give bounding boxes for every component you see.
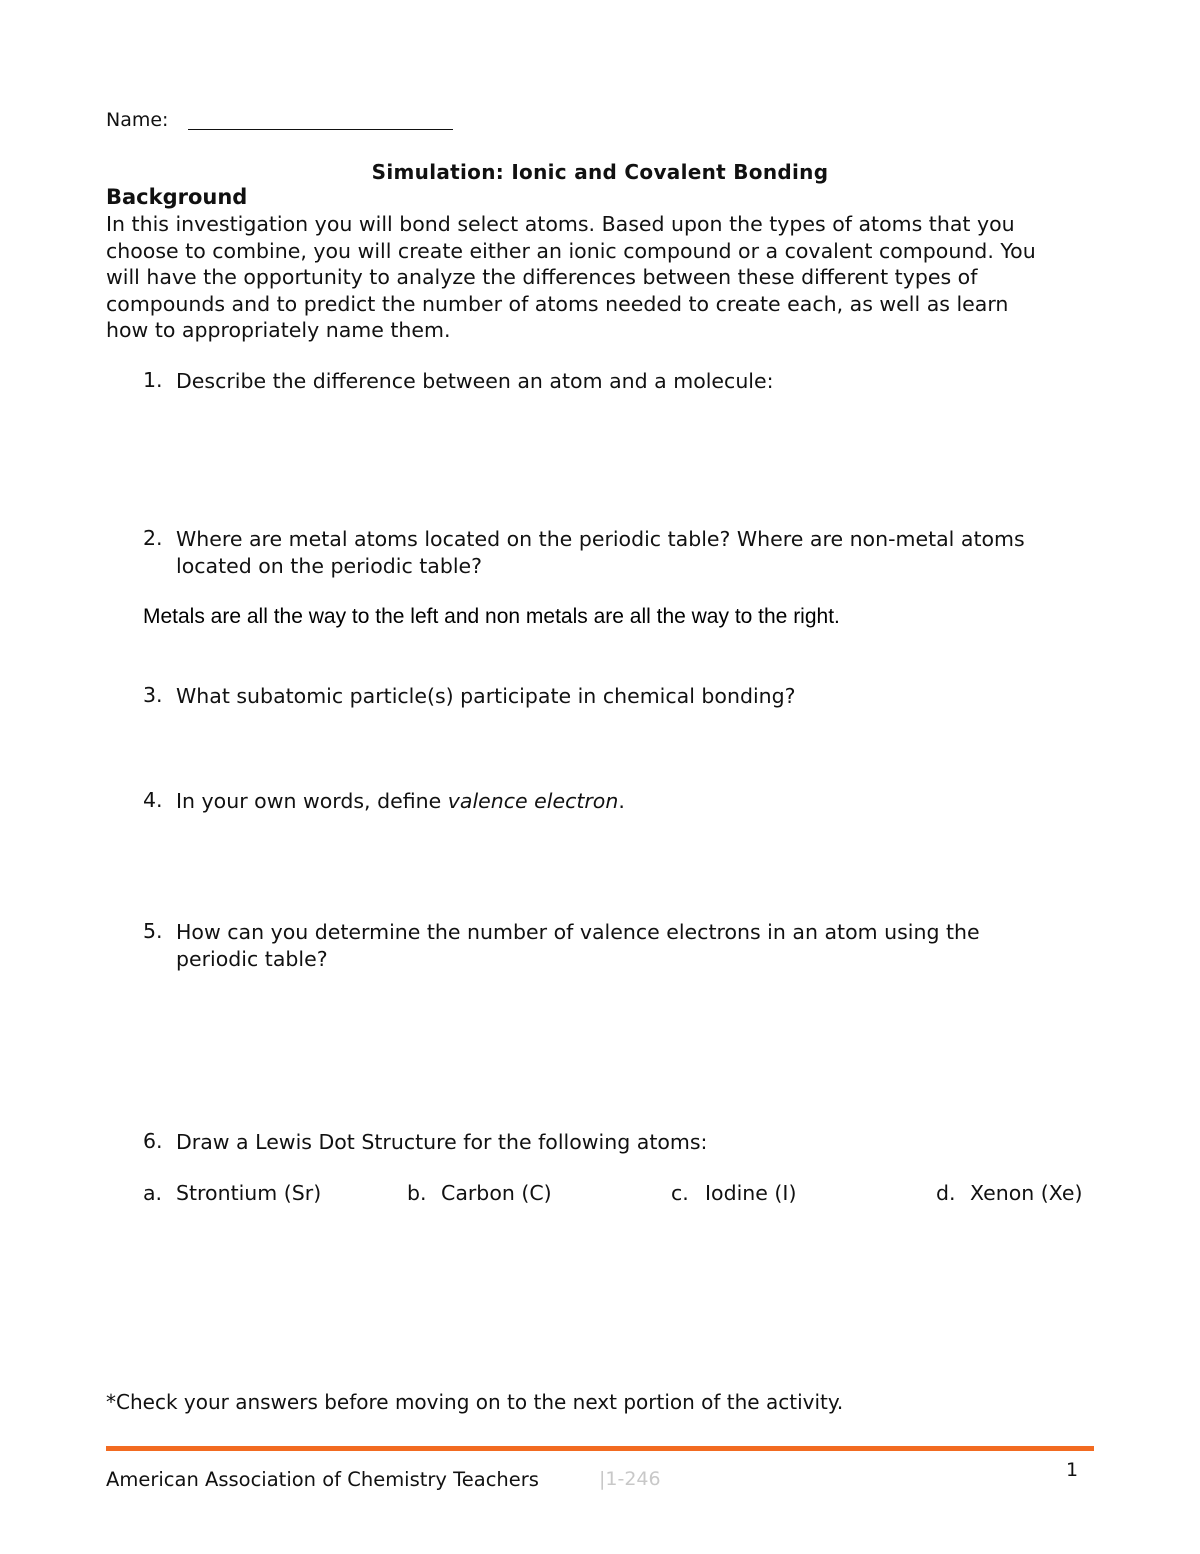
background-heading: Background [106, 185, 248, 209]
background-line: In this investigation you will bond select atoms. Based upon the types of atoms that you [106, 212, 1015, 236]
footer-organization: American Association of Chemistry Teachers [106, 1468, 539, 1491]
background-line: choose to combine, you will create either an ionic compound or a covalent compound. You [106, 238, 1036, 263]
question-5-number: 5. [143, 919, 163, 943]
footer-rule [106, 1446, 1094, 1451]
question-5-text [176, 919, 980, 972]
question-4-text [176, 788, 625, 815]
option-b-label: Carbon (C) [441, 1181, 552, 1205]
option-a-letter: a. [143, 1181, 163, 1205]
option-a-label: Strontium (Sr) [176, 1181, 322, 1205]
answer-question-2: Metals are all the way to the left and non metals are all the way to the right. [143, 605, 840, 628]
question-4-prefix: In your own words, define [176, 789, 448, 813]
question-line: located on the periodic table? [176, 553, 483, 578]
question-line: Where are metal atoms located on the periodic table? Where are non-metal atoms [176, 527, 1025, 551]
footer-code: |1-246 [599, 1468, 661, 1490]
option-b-letter: b. [407, 1181, 427, 1205]
option-d-letter: d. [936, 1181, 956, 1205]
question-4-term: valence electron [447, 789, 619, 813]
question-3-text [176, 683, 796, 710]
option-c-letter: c. [671, 1181, 689, 1205]
option-c-label: Iodine (I) [705, 1181, 797, 1205]
question-2-number: 2. [143, 526, 163, 550]
name-label: Name: [106, 109, 169, 131]
question-6-text [176, 1129, 707, 1156]
background-line: compounds and to predict the number of atoms needed to create each, as well as learn [106, 291, 1009, 316]
question-line: Describe the difference between an atom and a molecule: [176, 369, 774, 393]
question-6-number: 6. [143, 1129, 163, 1153]
check-answers-note: *Check your answers before moving on to the next portion of the activity. [106, 1390, 844, 1414]
name-blank-line [188, 129, 453, 130]
question-1-number: 1. [143, 368, 163, 392]
option-d-label: Xenon (Xe) [970, 1181, 1083, 1205]
background-paragraph [106, 211, 1106, 344]
page-number: 1 [1066, 1459, 1079, 1481]
question-line: Draw a Lewis Dot Structure for the following atoms: [176, 1130, 708, 1154]
question-line: How can you determine the number of valence electrons in an atom using the [176, 920, 980, 944]
page-title: Simulation: Ionic and Covalent Bonding [371, 160, 829, 184]
question-2-text [176, 526, 1025, 579]
question-1-text [176, 368, 774, 395]
background-line: how to appropriately name them. [106, 318, 451, 342]
question-line: periodic table? [176, 946, 328, 971]
question-line: What subatomic particle(s) participate in chemical bonding? [176, 684, 796, 708]
background-line: will have the opportunity to analyze the differences between these different types of [106, 265, 978, 289]
question-3-number: 3. [143, 683, 163, 707]
question-4-suffix: . [618, 789, 625, 813]
question-4-number: 4. [143, 788, 163, 812]
